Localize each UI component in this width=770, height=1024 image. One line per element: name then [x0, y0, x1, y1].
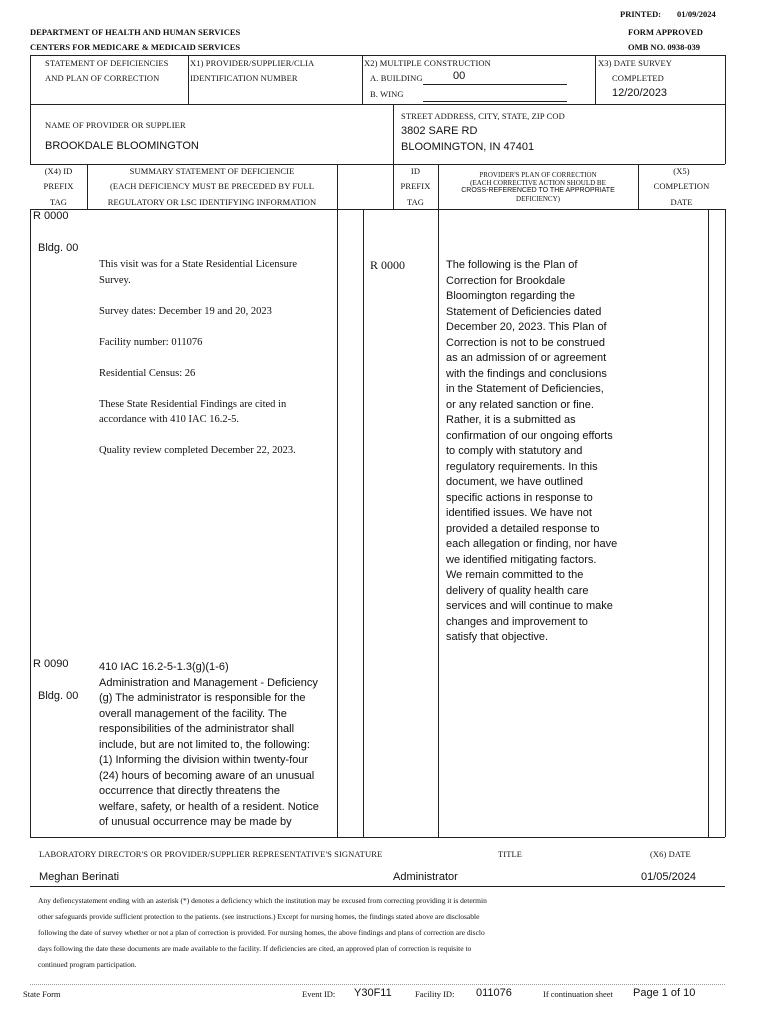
summary-line: This visit was for a State Residential Licensure — [99, 259, 297, 270]
event-id-label: Event ID: — [302, 989, 336, 999]
wing-label: B. WING — [370, 89, 404, 99]
summary-header-line1: SUMMARY STATEMENT OF DEFICIENCIE — [129, 166, 295, 176]
printed-date: 01/09/2024 — [677, 9, 716, 19]
continuation-label: If continuation sheet — [543, 989, 613, 999]
x5-header-line3: DATE — [670, 197, 693, 207]
multiple-construction-label: X2) MULTIPLE CONSTRUCTION — [364, 58, 491, 68]
summary-line: accordance with 410 IAC 16.2-5. — [99, 414, 239, 425]
x4-header-line3: TAG — [49, 197, 68, 207]
title-label: TITLE — [498, 849, 523, 859]
date-label: (X6) DATE — [650, 849, 691, 859]
id-header-line1: ID — [410, 166, 421, 176]
summary-line: Quality review completed December 22, 2023. — [99, 445, 296, 456]
omb-number: OMB NO. 0938-039 — [628, 42, 701, 52]
printed-label: PRINTED: — [620, 9, 662, 19]
disclaimer — [38, 893, 728, 973]
signer-name: Meghan Berinati — [39, 871, 120, 883]
id-r0000: R 0000 — [370, 258, 406, 272]
signer-title: Administrator — [393, 871, 458, 883]
facility-id: 011076 — [476, 987, 512, 999]
tag-r0000: R 0000 — [33, 210, 69, 222]
identification-label: IDENTIFICATION NUMBER — [190, 73, 298, 83]
plan-label: AND PLAN OF CORRECTION — [45, 73, 160, 83]
x5-header-line2: COMPLETION — [653, 181, 710, 191]
address-label: STREET ADDRESS, CITY, STATE, ZIP COD — [401, 111, 565, 121]
summary-header-line3: REGULATORY OR LSC IDENTIFYING INFORMATION — [107, 197, 317, 207]
completed-label: COMPLETED — [612, 73, 664, 83]
building-value: 00 — [453, 70, 466, 82]
state-form: State Form — [23, 989, 61, 999]
id-header-line2: PREFIX — [400, 181, 431, 191]
building-label: A. BUILDING — [370, 73, 423, 83]
summary-r0090: 410 IAC 16.2-5-1.3(g)(1-6) Administration and Management - Deficiency (g) The administrator is responsible for the overall management of the facility. The responsibilities of the administrator shall include, but are not limited to, the following: (1) Informing the division within twenty-four (24) hours of becoming aware of an unusual occurrence that directly threatens the welfare, safety, or health of a resident. Notice of unusual occurrence may be made by — [99, 661, 319, 828]
plan-r0000: The following is the Plan of Correction for Brookdale Bloomington regarding the Statement of Deficiencies dated December 20, 2023. This Plan of Correction is not to be construed as an admission of or agreement with the findings and conclusions in the Statement of Deficiencies, or any related sanction or fine. Rather, it is a submitted as confirmation of our ongoing efforts to comply with statutory and regulatory requirements. In this document, we have outlined specific actions in response to identified issues. We have not provided a detailed response to each allegation or finding, nor have we identified mitigating factors. We remain committed to the delivery of quality health care services and will continue to make changes and improvement to satisfy that objective. — [446, 259, 618, 643]
summary-line: Survey. — [99, 274, 131, 286]
plan-header-line2: (EACH CORRECTIVE ACTION SHOULD BE — [470, 179, 606, 187]
statement-label: STATEMENT OF DEFICIENCIES — [45, 58, 169, 68]
form-approved: FORM APPROVED — [628, 27, 703, 37]
summary-r0000 — [99, 257, 335, 459]
summary-line: Survey dates: December 19 and 20, 2023 — [99, 305, 272, 317]
street-address: 3802 SARE RD — [401, 125, 478, 137]
provider-clia-label: X1) PROVIDER/SUPPLIER/CLIA — [190, 58, 315, 68]
id-header-line3: TAG — [406, 197, 425, 207]
city-state-zip: BLOOMINGTON, IN 47401 — [401, 141, 535, 153]
summary-line: Residential Census: 26 — [99, 367, 196, 379]
bldg-r0000: Bldg. 00 — [38, 242, 79, 254]
provider-name: BROOKDALE BLOOMINGTON — [45, 140, 199, 152]
x5-header-line1: (X5) — [673, 166, 690, 176]
centers-title: CENTERS FOR MEDICARE & MEDICAID SERVICES — [30, 42, 241, 52]
disclaimer-line: following the date of survey whether or not a plan of correction is provided. For nursing homes, the above findings and plans of correction are disclo — [38, 928, 485, 937]
tag-r0090: R 0090 — [33, 658, 69, 670]
disclaimer-line: other safeguards provide sufficient protection to the patients. (see instructions.) Except for nursing homes, the findings stated above are disclosable — [38, 912, 480, 921]
provider-name-label: NAME OF PROVIDER OR SUPPLIER — [45, 120, 186, 130]
x4-header-line1: (X4) ID — [44, 166, 73, 176]
page-number: Page 1 of 10 — [633, 987, 696, 999]
signature-date: 01/05/2024 — [641, 871, 697, 883]
summary-line: These State Residential Findings are cited in — [99, 398, 287, 410]
survey-date: 12/20/2023 — [612, 87, 668, 99]
summary-header-line2: (EACH DEFICIENCY MUST BE PRECEDED BY FULL — [109, 181, 315, 191]
summary-line: Facility number: 011076 — [99, 336, 203, 348]
plan-header-line1: PROVIDER'S PLAN OF CORRECTION — [479, 171, 597, 179]
date-survey-label: X3) DATE SURVEY — [598, 58, 673, 68]
disclaimer-line: continued program participation. — [38, 960, 137, 969]
disclaimer-line: days following the date these documents are made available to the facility. If deficiencies are cited, an approved plan of correction is requisite to — [38, 944, 472, 953]
event-id: Y30F11 — [354, 987, 392, 999]
plan-header-line3: CROSS-REFERENCED TO THE APPROPRIATE — [461, 187, 615, 194]
x4-header-line2: PREFIX — [43, 181, 74, 191]
signature-label: LABORATORY DIRECTOR'S OR PROVIDER/SUPPLIER REPRESENTATIVE'S SIGNATURE — [39, 849, 383, 859]
disclaimer-line: Any defiencystatement ending with an asterisk (*) denotes a deficiency which the institution may be excused from correcting providing it is determin — [38, 896, 487, 905]
plan-header-line4: DEFICIENCY) — [516, 195, 560, 203]
bldg-r0090: Bldg. 00 — [38, 690, 79, 702]
department-title: DEPARTMENT OF HEALTH AND HUMAN SERVICES — [30, 27, 241, 37]
facility-id-label: Facility ID: — [415, 989, 455, 999]
